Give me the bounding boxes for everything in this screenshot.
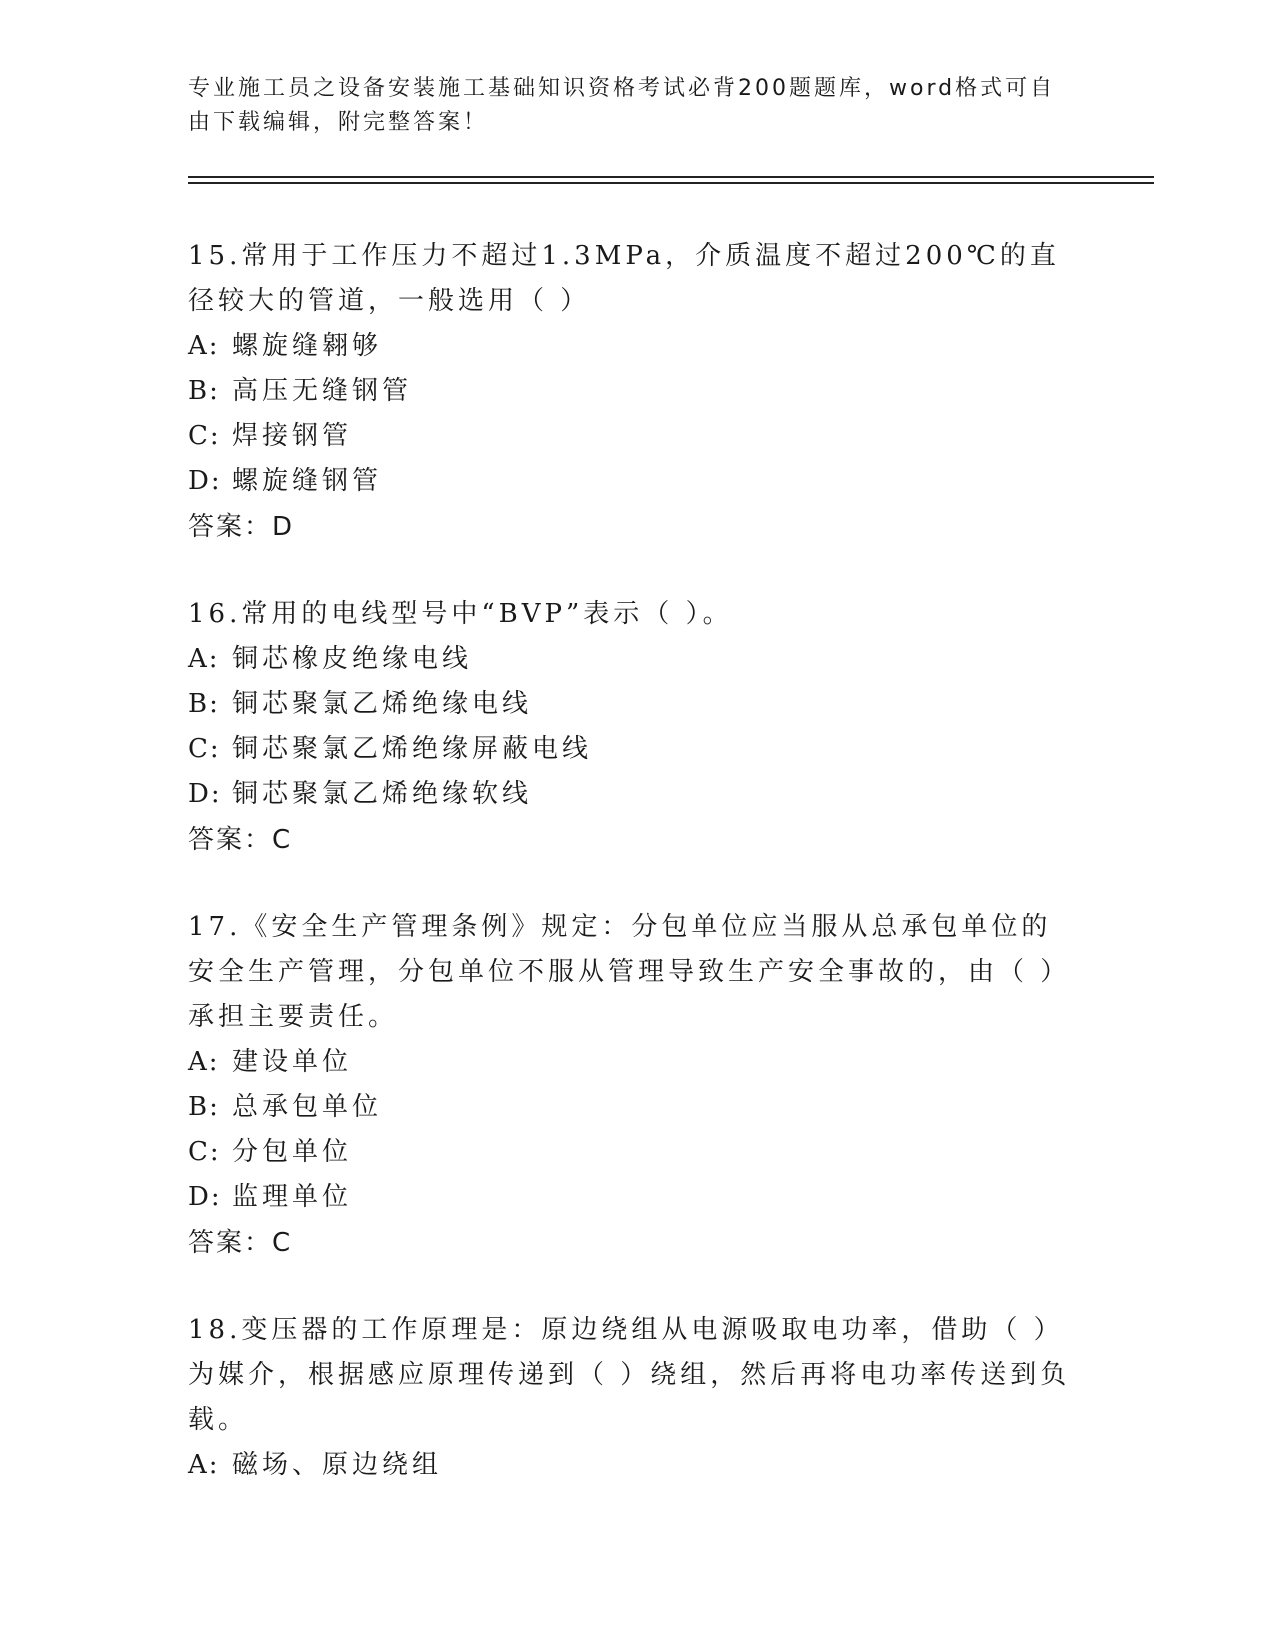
option-a — [188, 637, 1078, 682]
option-a — [188, 1443, 1078, 1488]
option-letter: B: — [188, 376, 220, 406]
answer-label: 答案： — [188, 512, 273, 542]
option-letter: A: — [188, 644, 220, 674]
option-text: 监理单位 — [232, 1182, 353, 1212]
option-c — [188, 414, 1078, 459]
option-b — [188, 369, 1078, 414]
answer-value: C — [272, 1228, 293, 1258]
option-text: 螺旋缝翱够 — [232, 331, 383, 361]
question-text: 17.《安全生产管理条例》规定：分包单位应当服从总承包单位的安全生产管理，分包单位不服从管理导致生产安全事故的，由（ ）承担主要责任。 — [188, 912, 1071, 1032]
option-d — [188, 459, 1078, 504]
option-text: 总承包单位 — [232, 1092, 383, 1122]
question-text: 15.常用于工作压力不超过1.3MPa，介质温度不超过200℃的直径较大的管道，一般选用（ ） — [188, 241, 1060, 316]
option-a — [188, 324, 1078, 369]
header-divider-bottom — [188, 182, 1154, 184]
option-letter: B: — [188, 689, 220, 719]
document-header: 专业施工员之设备安装施工基础知识资格考试必背200题题库，word格式可自由下载编辑，附完整答案！ — [188, 76, 1056, 135]
option-letter: A: — [188, 331, 220, 361]
option-letter: C: — [188, 421, 221, 451]
header-divider-top — [188, 176, 1154, 178]
option-letter: C: — [188, 1137, 221, 1167]
option-text: 铜芯聚氯乙烯绝缘软线 — [232, 779, 533, 809]
option-letter: D: — [188, 466, 222, 496]
option-text: 建设单位 — [232, 1047, 353, 1077]
question-15 — [188, 234, 1078, 550]
option-a — [188, 1040, 1078, 1085]
option-text: 铜芯聚氯乙烯绝缘屏蔽电线 — [232, 734, 593, 764]
answer-label: 答案： — [188, 825, 273, 855]
question-text: 18.变压器的工作原理是：原边绕组从电源吸取电功率，借助（ ）为媒介，根据感应原理传递到（ ）绕组，然后再将电功率传送到负载。 — [188, 1315, 1071, 1435]
option-letter: D: — [188, 1182, 222, 1212]
answer-line — [188, 817, 1078, 863]
option-letter: A: — [188, 1450, 220, 1480]
option-text: 分包单位 — [232, 1137, 353, 1167]
option-text: 焊接钢管 — [232, 421, 353, 451]
option-letter: C: — [188, 734, 221, 764]
question-text: 16.常用的电线型号中“BVP”表示（ ）。 — [188, 599, 733, 629]
option-text: 螺旋缝钢管 — [232, 466, 383, 496]
option-c — [188, 1130, 1078, 1175]
answer-line — [188, 504, 1078, 550]
option-text: 铜芯聚氯乙烯绝缘电线 — [232, 689, 533, 719]
option-letter: D: — [188, 779, 222, 809]
answer-line — [188, 1220, 1078, 1266]
answer-value: C — [272, 825, 293, 855]
option-text: 铜芯橡皮绝缘电线 — [232, 644, 473, 674]
option-d — [188, 772, 1078, 817]
option-d — [188, 1175, 1078, 1220]
option-text: 磁场、原边绕组 — [232, 1450, 443, 1480]
question-18 — [188, 1308, 1078, 1488]
option-text: 高压无缝钢管 — [232, 376, 413, 406]
question-list — [188, 234, 1078, 1530]
option-c — [188, 727, 1078, 772]
option-b — [188, 1085, 1078, 1130]
option-b — [188, 682, 1078, 727]
question-17 — [188, 905, 1078, 1266]
answer-label: 答案： — [188, 1228, 273, 1258]
question-16 — [188, 592, 1078, 863]
option-letter: B: — [188, 1092, 220, 1122]
option-letter: A: — [188, 1047, 220, 1077]
answer-value: D — [272, 512, 295, 542]
